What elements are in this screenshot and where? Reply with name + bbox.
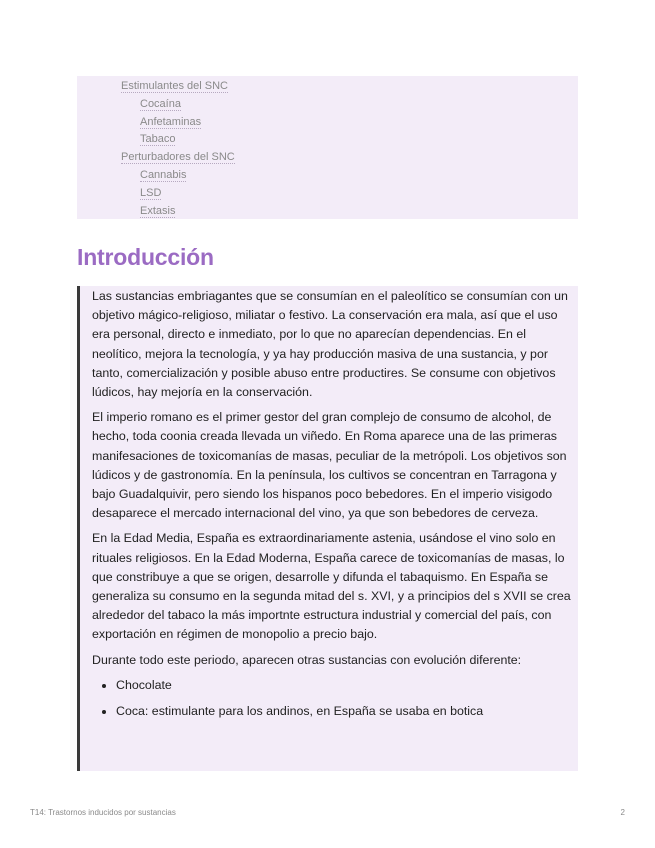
toc-link-cocaina[interactable]: Cocaína — [140, 97, 181, 110]
toc-link-perturbadores[interactable]: Perturbadores del SNC — [121, 151, 235, 164]
toc-link-extasis[interactable]: Extasis — [140, 204, 176, 217]
footer-document-title: T14: Trastornos inducidos por sustancias — [30, 808, 176, 817]
paragraph: Las sustancias embriagantes que se consumían en el paleolítico se consumían con un objetivo mágico-religioso, miliatar o festivo. La conservación era mala, así que el uso era personal, directo e inmediato, por lo que no aparecían dependencias. En el neolítico, mejora la tecnología, y ya hay producción masiva de una sustancia, y por tanto, comercialización y posible abuso entre productires. Se consume con objetivos lúdicos, hay mejoría en la conservación. — [92, 289, 568, 400]
intro-callout — [77, 286, 578, 771]
list-item: • Chocolate — [116, 676, 578, 695]
toc-link-lsd[interactable]: LSD — [140, 186, 162, 199]
toc-link-tabaco[interactable]: Tabaco — [140, 133, 176, 146]
paragraph: En la Edad Media, España es extraordinariamente astenia, usándose el vino solo en rituales religiosos. En la Edad Moderna, España carece de toxicomanías de masas, lo que constribuye a que se origen, desarrolle y difunda el tabaquismo. En España se generaliza su consumo en la segunda mitad del s. XVI, y a principios del s XVII se crea alrededor del tabaco la más importnte estructura industrial y comercial del país, con exportación en régimen de monopolio a precio bajo. — [92, 531, 571, 642]
toc-link-estimulantes[interactable]: Estimulantes del SNC — [121, 80, 228, 92]
list-item: • Coca: estimulante para los andinos, en España se usaba en botica — [116, 702, 578, 721]
paragraph: Durante todo este periodo, aparecen otras sustancias con evolución diferente: — [92, 652, 522, 667]
table-of-contents — [77, 76, 578, 219]
toc-link-anfetaminas[interactable]: Anfetaminas — [140, 115, 202, 128]
section-title: Introducción — [77, 244, 214, 270]
bullet-list — [92, 676, 578, 721]
footer-page-number: 2 — [620, 808, 625, 817]
toc-link-cannabis[interactable]: Cannabis — [140, 168, 187, 181]
paragraph: El imperio romano es el primer gestor del gran complejo de consumo de alcohol, de hecho, toda coonia creada llevada un viñedo. En Roma aparece una de las primeras manifesaciones de toxicomanías de masas, peculiar de la metrópoli. Los objetivos son lúdicos y de gastronomía. En la península, los cultivos se concentran en Tarragona y bajo Guadalquivir, pero siendo los hispanos poco bebedores. En el imperio visigodo desaparece el mercado internacional del vino, ya que son bebedores de cerveza. — [92, 410, 567, 521]
